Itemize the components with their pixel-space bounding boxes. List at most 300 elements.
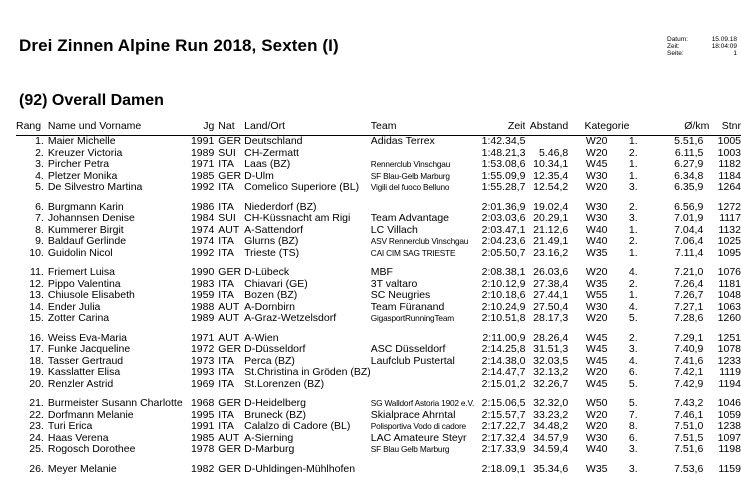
team-cell <box>371 148 476 160</box>
pace-cell: 6.56,9 <box>674 201 704 213</box>
team-cell <box>371 367 476 379</box>
nation-cell: GER <box>218 444 242 455</box>
gap-cell: 32.13,2 <box>533 367 569 378</box>
team-cell: SG Walldorf Astoria 1902 e.V. <box>370 398 475 408</box>
bib-cell: 1003 <box>717 147 741 159</box>
table-row <box>16 248 741 260</box>
rang-cell: 7. <box>35 213 44 224</box>
nation-cell: GER <box>218 170 242 182</box>
team-cell: Vigili del fuoco Belluno <box>370 182 450 192</box>
bib-cell: 1063 <box>717 301 741 313</box>
name-cell: Turi Erica <box>47 421 93 432</box>
time-cell: 2:10.51,8 <box>481 313 526 324</box>
category-rank-cell: 5. <box>628 378 638 390</box>
gap-cell: 34.59,4 <box>533 444 569 455</box>
pace-cell: 7.51,0 <box>674 421 704 432</box>
pace-cell: 7.21,0 <box>674 267 704 278</box>
time-cell: 2:17.22,7 <box>481 421 526 432</box>
rang-cell: 16. <box>29 332 44 344</box>
group-spacer <box>16 325 741 333</box>
table-row <box>16 279 741 291</box>
meta-date: Datum: 15.09.18 <box>667 36 737 43</box>
location-cell: St.Lorenzen (BZ) <box>244 378 325 390</box>
table-header <box>16 118 741 136</box>
meta-time: Zeit: 18:04:09 <box>667 43 737 50</box>
rang-cell: 22. <box>29 409 44 421</box>
year-cell: 1991 <box>190 135 215 147</box>
category-rank-cell: 5. <box>628 398 638 409</box>
bib-cell: 1272 <box>717 201 741 213</box>
location-cell: Glurns (BZ) <box>244 236 299 247</box>
table-row <box>16 379 741 391</box>
name-cell: Pletzer Monika <box>47 170 118 182</box>
category-cell: W20 <box>585 421 608 432</box>
location-cell: Comelico Superiore (BL) <box>244 182 360 193</box>
rang-cell: 4. <box>35 170 44 182</box>
nation-cell: ITA <box>218 421 234 432</box>
location-cell: CH-Zermatt <box>244 147 299 159</box>
gap-cell: 27.38,4 <box>533 278 569 290</box>
category-cell: W35 <box>585 278 608 290</box>
nation-cell: ITA <box>218 409 234 421</box>
bib-cell: 1095 <box>717 247 741 259</box>
year-cell: 1974 <box>190 236 215 247</box>
category-rank-cell: 2. <box>628 278 638 290</box>
team-cell <box>371 202 476 214</box>
rang-cell: 20. <box>29 378 44 390</box>
bib-cell: 1184 <box>718 170 741 182</box>
name-cell: Maier Michelle <box>47 135 116 147</box>
category-rank-cell: 2. <box>628 332 638 344</box>
year-cell: 1978 <box>190 444 215 455</box>
col-name: Name und Vorname <box>47 120 142 132</box>
rang-cell: 2. <box>35 147 44 159</box>
team-cell: SF Blau Gelb Marburg <box>370 444 450 454</box>
time-cell: 1:53.08,6 <box>481 159 526 170</box>
bib-cell: 1097 <box>717 432 741 444</box>
location-cell: St.Christina in Gröden (BZ) <box>244 367 371 378</box>
time-cell: 2:03.03,6 <box>481 213 526 224</box>
name-cell: Pircher Petra <box>47 159 110 170</box>
name-cell: Chiusole Elisabeth <box>47 290 135 301</box>
category-rank-cell: 3. <box>628 444 638 455</box>
bib-cell: 1132 <box>718 224 741 236</box>
bib-cell: 1046 <box>717 398 741 409</box>
table-row <box>16 159 741 171</box>
bib-cell: 1117 <box>719 213 741 224</box>
pace-cell: 7.26,4 <box>674 278 704 290</box>
time-cell: 1:42.34,5 <box>481 135 526 147</box>
team-cell: Skialprace Ahrntal <box>370 409 456 421</box>
table-row <box>16 410 741 422</box>
gap-cell: 34.48,2 <box>533 421 569 432</box>
year-cell: 1988 <box>190 301 215 313</box>
gap-cell: 12.54,2 <box>533 182 569 193</box>
location-cell: A-Graz-Wetzelsdorf <box>244 313 337 324</box>
gap-cell: 32.32,0 <box>533 398 569 409</box>
year-cell: 1959 <box>190 290 215 301</box>
year-cell: 1992 <box>190 247 215 259</box>
nation-cell: ITA <box>218 236 234 247</box>
bib-cell: 1025 <box>717 236 741 247</box>
year-cell: 1990 <box>190 267 215 278</box>
team-cell <box>371 333 476 345</box>
nation-cell: ITA <box>218 367 234 378</box>
year-cell: 1971 <box>190 332 215 344</box>
year-cell: 1989 <box>190 147 215 159</box>
pace-cell: 5.51,6 <box>674 135 704 147</box>
time-cell: 1:55.28,7 <box>481 182 526 193</box>
table-row <box>16 182 741 194</box>
gap-cell: 27.50,4 <box>533 301 569 313</box>
nation-cell: AUT <box>218 432 240 444</box>
time-cell: 2:10.18,6 <box>481 290 526 301</box>
year-cell: 1972 <box>190 344 215 355</box>
pace-cell: 7.53,6 <box>674 463 704 475</box>
category-cell: W20 <box>585 367 608 378</box>
time-cell: 2:17.32,4 <box>481 432 526 444</box>
rang-cell: 10. <box>29 247 44 259</box>
location-cell: D-Lübeck <box>244 267 290 278</box>
time-cell: 2:15.01,2 <box>481 378 526 390</box>
col-kategorie: Kategorie <box>584 120 630 132</box>
year-cell: 1969 <box>190 378 215 390</box>
name-cell: Zotter Carina <box>47 313 110 324</box>
team-cell <box>371 379 476 391</box>
year-cell: 1985 <box>190 170 215 182</box>
bib-cell: 1159 <box>718 463 741 475</box>
category-rank-cell: 1. <box>628 170 638 182</box>
gap-cell: 10.34,1 <box>533 159 569 170</box>
results-title: Drei Zinnen Alpine Run 2018, Sexten (I) <box>19 36 339 55</box>
table-row <box>16 333 741 345</box>
table-row <box>16 148 741 160</box>
nation-cell: GER <box>218 463 242 475</box>
table-row <box>16 202 741 214</box>
category-title: (92) Overall Damen <box>19 92 164 109</box>
category-cell: W30 <box>585 170 608 182</box>
col-abstand: Abstand <box>529 120 569 132</box>
results-table <box>16 118 741 475</box>
rang-cell: 21. <box>29 398 44 409</box>
location-cell: D-Ulm <box>244 170 274 182</box>
year-cell: 1968 <box>190 398 215 409</box>
year-cell: 1991 <box>190 421 215 432</box>
nation-cell: GER <box>218 398 242 409</box>
category-cell: W30 <box>585 301 608 313</box>
table-row <box>16 398 741 410</box>
gap-cell: 21.12,6 <box>533 224 569 236</box>
team-cell: Rennerclub Vinschgau <box>370 159 451 169</box>
group-spacer <box>16 456 741 464</box>
category-cell: W45 <box>585 332 608 344</box>
group-spacer <box>16 194 741 202</box>
pace-cell: 7.06,4 <box>674 236 704 247</box>
year-cell: 1973 <box>190 355 215 367</box>
table-row <box>16 313 741 325</box>
category-cell: W45 <box>585 355 608 367</box>
category-cell: W45 <box>585 378 608 390</box>
name-cell: Baldauf Gerlinde <box>47 236 127 247</box>
year-cell: 1982 <box>190 463 215 475</box>
time-cell: 2:15.06,5 <box>481 398 526 409</box>
year-cell: 1985 <box>190 432 215 444</box>
name-cell: Funke Jacqueline <box>47 344 131 355</box>
location-cell: A-Sattendorf <box>244 224 304 236</box>
year-cell: 1983 <box>190 278 215 290</box>
gap-cell: 26.03,6 <box>533 267 569 278</box>
category-cell: W30 <box>585 201 608 213</box>
nation-cell: GER <box>218 135 242 147</box>
rang-cell: 24. <box>29 432 44 444</box>
name-cell: Haas Verena <box>47 432 109 444</box>
nation-cell: GER <box>218 344 242 355</box>
results-body <box>16 136 741 476</box>
nation-cell: ITA <box>218 159 234 170</box>
time-cell: 2:14.25,8 <box>481 344 526 355</box>
category-cell: W40 <box>585 224 608 236</box>
bib-cell: 1076 <box>717 267 741 278</box>
name-cell: Rogosch Dorothee <box>47 444 136 455</box>
gap-cell: 32.26,7 <box>533 378 569 390</box>
gap-cell: 32.03,5 <box>533 355 569 367</box>
category-rank-cell: 4. <box>628 301 638 313</box>
team-cell: MBF <box>370 267 393 278</box>
category-rank-cell: 3. <box>628 463 638 475</box>
category-rank-cell: 2. <box>628 201 638 213</box>
rang-cell: 15. <box>29 313 44 324</box>
time-cell: 2:10.24,9 <box>481 301 526 313</box>
category-cell: W45 <box>585 159 608 170</box>
table-row <box>16 136 741 148</box>
category-cell: W55 <box>585 290 608 301</box>
category-rank-cell: 3. <box>628 344 638 355</box>
team-cell: Laufclub Pustertal <box>370 355 455 367</box>
time-cell: 1:48.21,3 <box>481 147 526 159</box>
col-zeit: Zeit <box>507 120 526 132</box>
time-cell: 2:14.38,0 <box>481 355 526 367</box>
nation-cell: AUT <box>218 313 240 324</box>
location-cell: D-Düsseldorf <box>244 344 306 355</box>
meta-page: Seite: 1 <box>667 50 737 57</box>
year-cell: 1995 <box>190 409 215 421</box>
name-cell: Pippo Valentina <box>47 278 121 290</box>
category-cell: W30 <box>585 213 608 224</box>
category-rank-cell: 6. <box>628 432 638 444</box>
gap-cell <box>525 136 568 148</box>
nation-cell: ITA <box>218 378 234 390</box>
bib-cell: 1198 <box>718 444 741 455</box>
gap-cell: 21.49,1 <box>533 236 569 247</box>
pace-cell: 7.28,6 <box>674 313 704 324</box>
pace-cell: 7.26,7 <box>674 290 704 301</box>
pace-cell: 7.41,6 <box>674 355 704 367</box>
name-cell: Guidolin Nicol <box>47 247 113 259</box>
time-cell: 2:14.47,7 <box>481 367 526 378</box>
rang-cell: 26. <box>29 463 44 475</box>
table-row <box>16 236 741 248</box>
rang-cell: 17. <box>29 344 44 355</box>
time-cell: 2:03.47,1 <box>481 224 526 236</box>
group-spacer <box>16 390 741 398</box>
category-rank-cell: 7. <box>628 409 638 421</box>
category-rank-cell: 2. <box>628 236 638 247</box>
bib-cell: 1059 <box>717 409 741 421</box>
location-cell: D-Uhldingen-Mühlhofen <box>244 463 356 475</box>
category-cell: W40 <box>585 444 608 455</box>
rang-cell: 12. <box>29 278 44 290</box>
bib-cell: 1233 <box>717 355 741 367</box>
team-cell: SF Blau-Gelb Marburg <box>370 170 450 181</box>
col-pace: Ø/km <box>684 120 710 132</box>
pace-cell: 6.11,5 <box>674 147 704 159</box>
col-stnr: Stnr <box>721 120 741 132</box>
bib-cell: 1238 <box>717 421 741 432</box>
rang-cell: 19. <box>29 367 44 378</box>
bib-cell: 1078 <box>717 344 741 355</box>
group-spacer <box>16 259 741 267</box>
gap-cell: 20.29,1 <box>533 213 569 224</box>
table-row <box>16 433 741 445</box>
team-cell: CAI CIM SAG TRIESTE <box>370 247 456 258</box>
nation-cell: AUT <box>218 301 240 313</box>
category-rank-cell: 1. <box>628 224 638 236</box>
category-cell: W35 <box>585 247 608 259</box>
category-rank-cell: 6. <box>628 367 638 378</box>
year-cell: 1984 <box>190 213 215 224</box>
rang-cell: 6. <box>35 201 44 213</box>
nation-cell: AUT <box>218 332 240 344</box>
pace-cell: 7.42,9 <box>674 378 704 390</box>
print-meta <box>667 36 737 57</box>
category-rank-cell: 4. <box>628 267 638 278</box>
category-cell: W30 <box>585 432 608 444</box>
team-cell: Team Füranand <box>370 301 445 313</box>
pace-cell: 7.40,9 <box>674 344 704 355</box>
rang-cell: 3. <box>35 159 44 170</box>
name-cell: Weiss Eva-Maria <box>47 332 128 344</box>
location-cell: A-Dornbirn <box>244 301 295 313</box>
category-rank-cell: 5. <box>628 313 638 324</box>
pace-cell: 6.34,8 <box>674 170 704 182</box>
team-cell: ASV Rennerclub Vinschgau <box>370 236 469 246</box>
team-cell: GigasportRunningTeam <box>370 313 454 323</box>
category-cell: W20 <box>585 313 608 324</box>
category-rank-cell: 8. <box>628 421 638 432</box>
name-cell: Burgmann Karin <box>47 201 124 213</box>
gap-cell: 34.57,9 <box>533 432 569 444</box>
category-rank-cell: 1. <box>628 290 638 301</box>
nation-cell: ITA <box>218 290 234 301</box>
gap-cell: 27.44,1 <box>533 290 569 301</box>
nation-cell: ITA <box>218 247 234 259</box>
team-cell: LAC Amateure Steyr <box>370 432 467 444</box>
bib-cell: 1005 <box>717 135 741 147</box>
location-cell: D-Heidelberg <box>244 398 307 409</box>
bib-cell: 1119 <box>719 367 741 378</box>
category-cell: W20 <box>585 409 608 421</box>
bib-cell: 1181 <box>718 278 741 290</box>
name-cell: Tasser Gertraud <box>47 355 124 367</box>
time-cell: 2:04.23,6 <box>481 236 526 247</box>
nation-cell: ITA <box>218 201 234 213</box>
year-cell: 1989 <box>190 313 215 324</box>
location-cell: CH-Küssnacht am Rigi <box>244 213 351 224</box>
category-rank-cell: 3. <box>628 213 638 224</box>
table-row <box>16 290 741 302</box>
time-cell: 2:01.36,9 <box>481 201 526 213</box>
location-cell: Trieste (TS) <box>244 247 300 259</box>
bib-cell: 1048 <box>717 290 741 301</box>
table-row <box>16 421 741 433</box>
location-cell: D-Marburg <box>244 444 295 455</box>
nation-cell: GER <box>218 267 242 278</box>
location-cell: Bozen (BZ) <box>244 290 298 301</box>
nation-cell: ITA <box>218 278 234 290</box>
pace-cell: 7.46,1 <box>674 409 704 421</box>
pace-cell: 7.04,4 <box>674 224 704 236</box>
gap-cell: 35.34,6 <box>533 463 569 475</box>
location-cell: Chiavari (GE) <box>244 278 308 290</box>
category-cell: W20 <box>585 135 608 147</box>
year-cell: 1971 <box>190 159 215 170</box>
location-cell: Perca (BZ) <box>244 355 295 367</box>
table-row <box>16 225 741 237</box>
table-row <box>16 213 741 225</box>
pace-cell: 7.43,2 <box>674 398 704 409</box>
rang-cell: 5. <box>35 182 44 193</box>
pace-cell: 7.29,1 <box>674 332 704 344</box>
category-rank-cell: 3. <box>628 182 638 193</box>
rang-cell: 23. <box>29 421 44 432</box>
rang-cell: 8. <box>35 224 44 236</box>
time-cell: 2:08.38,1 <box>481 267 526 278</box>
time-cell: 2:11.00,9 <box>482 332 526 344</box>
category-cell: W50 <box>585 398 608 409</box>
category-rank-cell: 1. <box>628 247 638 259</box>
pace-cell: 7.11,4 <box>674 247 704 259</box>
gap-cell: 33.23,2 <box>533 409 569 421</box>
nation-cell: SUI <box>218 213 236 224</box>
gap-cell: 28.26,4 <box>533 332 569 344</box>
name-cell: Johannsen Denise <box>47 213 135 224</box>
gap-cell: 23.16,2 <box>533 247 569 259</box>
table-row <box>16 267 741 279</box>
category-rank-cell: 1. <box>628 159 638 170</box>
time-cell: 2:17.33,9 <box>481 444 526 455</box>
bib-cell: 1194 <box>718 378 741 390</box>
team-cell: SC Neugries <box>370 290 431 301</box>
team-cell: LC Villach <box>370 224 418 236</box>
table-row <box>16 367 741 379</box>
bib-cell: 1182 <box>718 159 741 170</box>
bib-cell: 1260 <box>717 313 741 324</box>
nation-cell: ITA <box>218 182 234 193</box>
bib-cell: 1251 <box>717 332 741 344</box>
year-cell: 1993 <box>190 367 215 378</box>
category-rank-cell: 4. <box>628 355 638 367</box>
gap-cell: 31.51,3 <box>533 344 569 355</box>
team-cell: Team Advantage <box>370 213 450 224</box>
nation-cell: SUI <box>218 147 236 159</box>
name-cell: Kasslatter Elisa <box>47 367 121 378</box>
name-cell: Kreuzer Victoria <box>47 147 123 159</box>
location-cell: Calalzo di Cadore (BL) <box>244 421 351 432</box>
pace-cell: 7.42,1 <box>674 367 704 378</box>
location-cell: Deutschland <box>244 135 303 147</box>
table-row <box>16 356 741 368</box>
time-cell: 2:15.57,7 <box>481 409 526 421</box>
